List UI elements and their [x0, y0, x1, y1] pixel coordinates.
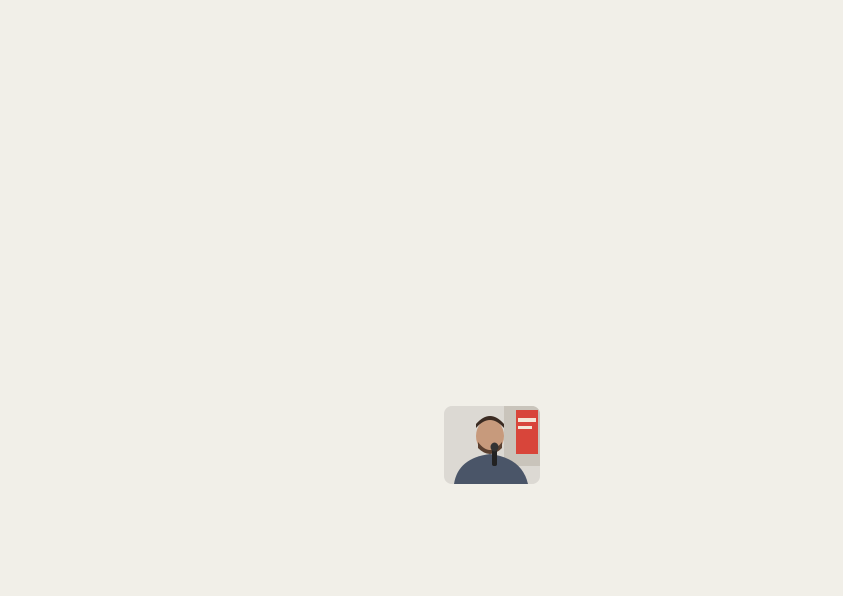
conductor-photo — [444, 406, 540, 484]
